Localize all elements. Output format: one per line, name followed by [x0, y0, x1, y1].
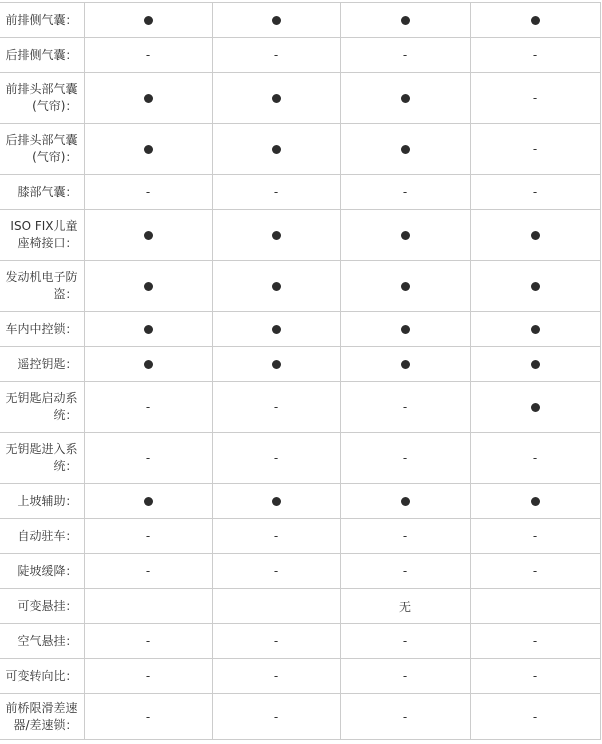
feature-present-cell: [212, 261, 340, 312]
feature-absent-cell: -: [212, 382, 340, 433]
filled-dot-icon: [531, 360, 540, 369]
spec-label: ISO FIX儿童座椅接口：: [0, 210, 84, 261]
feature-absent-cell: -: [340, 624, 470, 659]
feature-absent-cell: -: [212, 694, 340, 740]
feature-present-cell: [212, 312, 340, 347]
table-row: [0, 694, 600, 740]
spec-label: 无钥匙进入系统：: [0, 433, 84, 484]
feature-absent-cell: -: [340, 694, 470, 740]
spec-label: 遥控钥匙：: [0, 347, 84, 382]
feature-absent-cell: -: [340, 382, 470, 433]
filled-dot-icon: [531, 282, 540, 291]
feature-absent-cell: -: [84, 659, 212, 694]
spec-label: 空气悬挂：: [0, 624, 84, 659]
spec-label: 后排头部气囊(气帘)：: [0, 124, 84, 175]
table-row: [0, 589, 600, 624]
filled-dot-icon: [144, 145, 153, 154]
table-row: [0, 433, 600, 484]
feature-present-cell: [84, 73, 212, 124]
spec-table-body: [0, 3, 600, 740]
feature-absent-cell: -: [340, 433, 470, 484]
feature-absent-cell: -: [212, 38, 340, 73]
feature-absent-cell: -: [470, 38, 600, 73]
table-row: [0, 261, 600, 312]
feature-present-cell: [84, 312, 212, 347]
filled-dot-icon: [144, 16, 153, 25]
spec-label: 陡坡缓降：: [0, 554, 84, 589]
filled-dot-icon: [272, 16, 281, 25]
feature-present-cell: [84, 347, 212, 382]
feature-absent-cell: -: [340, 519, 470, 554]
filled-dot-icon: [144, 497, 153, 506]
table-row: [0, 484, 600, 519]
feature-absent-cell: -: [212, 624, 340, 659]
feature-present-cell: [212, 484, 340, 519]
spec-label: 前桥限滑差速器/差速锁：: [0, 694, 84, 740]
spec-label: 自动驻车：: [0, 519, 84, 554]
filled-dot-icon: [272, 231, 281, 240]
feature-absent-cell: -: [84, 382, 212, 433]
feature-present-cell: [212, 3, 340, 38]
spec-label: 后排侧气囊：: [0, 38, 84, 73]
feature-present-cell: [340, 124, 470, 175]
filled-dot-icon: [272, 497, 281, 506]
feature-absent-cell: -: [470, 433, 600, 484]
empty-cell: [470, 589, 600, 624]
table-row: [0, 519, 600, 554]
feature-absent-cell: -: [84, 38, 212, 73]
filled-dot-icon: [144, 325, 153, 334]
feature-present-cell: [212, 347, 340, 382]
filled-dot-icon: [401, 231, 410, 240]
table-row: [0, 38, 600, 73]
feature-absent-cell: -: [340, 38, 470, 73]
filled-dot-icon: [531, 325, 540, 334]
feature-present-cell: [212, 124, 340, 175]
table-row: [0, 624, 600, 659]
spec-label: 可变悬挂：: [0, 589, 84, 624]
spec-label: 膝部气囊：: [0, 175, 84, 210]
feature-absent-cell: -: [212, 433, 340, 484]
car-spec-table: [0, 2, 601, 740]
filled-dot-icon: [272, 145, 281, 154]
table-row: [0, 659, 600, 694]
feature-present-cell: [340, 347, 470, 382]
feature-absent-cell: -: [84, 519, 212, 554]
filled-dot-icon: [144, 282, 153, 291]
feature-present-cell: [84, 3, 212, 38]
feature-present-cell: [470, 382, 600, 433]
filled-dot-icon: [401, 16, 410, 25]
table-row: [0, 347, 600, 382]
table-row: [0, 312, 600, 347]
feature-present-cell: [340, 261, 470, 312]
filled-dot-icon: [401, 360, 410, 369]
feature-absent-cell: -: [84, 624, 212, 659]
filled-dot-icon: [401, 282, 410, 291]
feature-absent-cell: -: [212, 659, 340, 694]
spec-label: 前排侧气囊：: [0, 3, 84, 38]
filled-dot-icon: [144, 94, 153, 103]
filled-dot-icon: [272, 282, 281, 291]
feature-absent-cell: -: [212, 554, 340, 589]
feature-present-cell: [470, 261, 600, 312]
feature-present-cell: [212, 73, 340, 124]
feature-absent-cell: -: [340, 175, 470, 210]
feature-absent-cell: -: [212, 175, 340, 210]
feature-absent-cell: -: [340, 659, 470, 694]
filled-dot-icon: [531, 16, 540, 25]
feature-absent-cell: -: [470, 175, 600, 210]
feature-present-cell: [84, 261, 212, 312]
empty-cell: [212, 589, 340, 624]
feature-text-cell: 无: [340, 589, 470, 624]
feature-absent-cell: -: [470, 73, 600, 124]
filled-dot-icon: [401, 325, 410, 334]
table-row: [0, 382, 600, 433]
table-row: [0, 210, 600, 261]
feature-present-cell: [340, 3, 470, 38]
filled-dot-icon: [531, 231, 540, 240]
feature-absent-cell: -: [470, 659, 600, 694]
feature-present-cell: [340, 210, 470, 261]
spec-label: 无钥匙启动系统：: [0, 382, 84, 433]
filled-dot-icon: [401, 94, 410, 103]
filled-dot-icon: [144, 231, 153, 240]
feature-present-cell: [470, 210, 600, 261]
filled-dot-icon: [401, 145, 410, 154]
feature-present-cell: [212, 210, 340, 261]
feature-present-cell: [470, 347, 600, 382]
feature-absent-cell: -: [84, 694, 212, 740]
filled-dot-icon: [144, 360, 153, 369]
feature-present-cell: [340, 312, 470, 347]
feature-present-cell: [84, 484, 212, 519]
spec-label: 前排头部气囊(气帘)：: [0, 73, 84, 124]
feature-present-cell: [470, 3, 600, 38]
feature-present-cell: [470, 312, 600, 347]
table-row: [0, 554, 600, 589]
feature-absent-cell: -: [84, 554, 212, 589]
empty-cell: [84, 589, 212, 624]
filled-dot-icon: [531, 497, 540, 506]
feature-absent-cell: -: [84, 433, 212, 484]
feature-present-cell: [470, 484, 600, 519]
feature-absent-cell: -: [470, 624, 600, 659]
filled-dot-icon: [272, 325, 281, 334]
feature-absent-cell: -: [212, 519, 340, 554]
table-row: [0, 124, 600, 175]
filled-dot-icon: [531, 403, 540, 412]
filled-dot-icon: [272, 94, 281, 103]
feature-present-cell: [84, 210, 212, 261]
spec-label: 上坡辅助：: [0, 484, 84, 519]
filled-dot-icon: [401, 497, 410, 506]
spec-label: 车内中控锁：: [0, 312, 84, 347]
feature-absent-cell: -: [84, 175, 212, 210]
spec-label: 发动机电子防盗：: [0, 261, 84, 312]
feature-absent-cell: -: [470, 694, 600, 740]
filled-dot-icon: [272, 360, 281, 369]
feature-absent-cell: -: [470, 519, 600, 554]
feature-present-cell: [84, 124, 212, 175]
feature-present-cell: [340, 73, 470, 124]
table-row: [0, 73, 600, 124]
feature-present-cell: [340, 484, 470, 519]
spec-label: 可变转向比：: [0, 659, 84, 694]
table-row: [0, 175, 600, 210]
feature-absent-cell: -: [340, 554, 470, 589]
table-row: [0, 3, 600, 38]
feature-absent-cell: -: [470, 124, 600, 175]
feature-absent-cell: -: [470, 554, 600, 589]
